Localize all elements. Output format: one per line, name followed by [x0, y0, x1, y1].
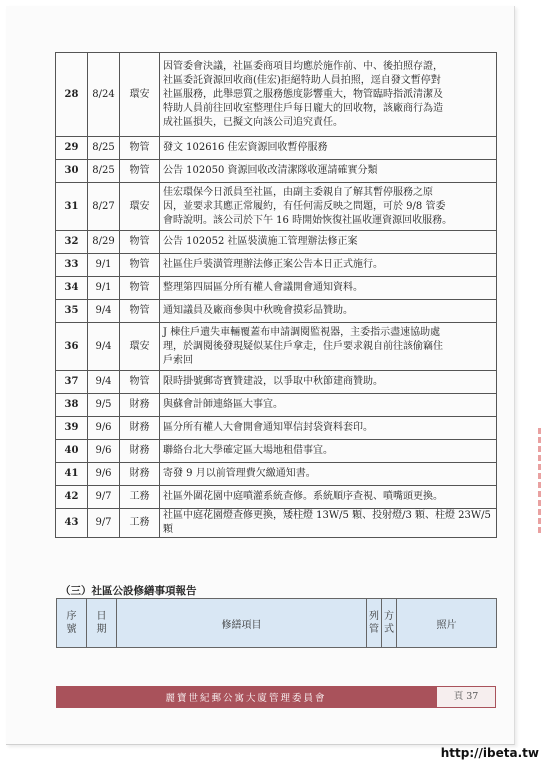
- description-line: 區分所有權人大會開會通知單信封袋資料套印。: [163, 422, 373, 433]
- row-number: 36: [56, 323, 88, 371]
- description-line: 理，於調閱後發現疑似某住戶拿走，住戶要求親自前往該偷竊住: [163, 340, 443, 352]
- row-description: [160, 323, 497, 371]
- table-row: [56, 463, 497, 486]
- row-unit: 財務: [120, 417, 160, 440]
- row-number: 37: [56, 371, 88, 394]
- row-number: 43: [56, 509, 88, 538]
- row-unit: 物管: [120, 160, 160, 183]
- row-date: 9/6: [88, 440, 120, 463]
- row-date: 9/1: [88, 277, 120, 300]
- row-date: 8/25: [88, 160, 120, 183]
- table-row: [56, 323, 497, 371]
- repair-report-table: [56, 598, 497, 648]
- repair-header-row: [57, 599, 497, 648]
- description-line: 社區外圍花園中庭噴灌系統查修。系統順序查視、噴嘴頭更換。: [163, 491, 443, 502]
- row-description: [160, 137, 497, 160]
- description-line: 聯絡台北大學確定區大場地租借事宜。: [163, 445, 333, 456]
- row-description: [160, 254, 497, 277]
- table-row: [56, 394, 497, 417]
- row-unit: 工務: [120, 509, 160, 538]
- table-row: [56, 486, 497, 509]
- row-description: [160, 509, 497, 538]
- table-row: [56, 277, 497, 300]
- description-line: 戶索回: [163, 354, 193, 366]
- header-seq: 序號: [57, 599, 87, 648]
- description-line: 社區中庭花園燈查修更換，矮柱燈 13W/5 顆、投射燈/3 顆、柱燈 23W/5 顆: [163, 510, 491, 535]
- table-row: [56, 300, 497, 323]
- row-date: 9/6: [88, 417, 120, 440]
- row-description: [160, 486, 497, 509]
- row-description: [160, 231, 497, 254]
- description-line: 公告 102052 社區裝潢施工管理辦法修正案: [163, 236, 358, 247]
- row-unit: 物管: [120, 231, 160, 254]
- table-row: [56, 254, 497, 277]
- row-number: 35: [56, 300, 88, 323]
- table-row: [56, 53, 497, 137]
- row-unit: 物管: [120, 300, 160, 323]
- row-date: 9/7: [88, 509, 120, 538]
- description-line: 因，並要求其應正常履約，有任何需反映之問題，可於 9/8 管委: [163, 200, 446, 212]
- row-number: 39: [56, 417, 88, 440]
- header-photo: 照片: [397, 599, 497, 648]
- row-date: 9/4: [88, 300, 120, 323]
- description-line: 限時掛號郵寄寶贊建設，以爭取中秋節建商贊助。: [163, 376, 383, 387]
- row-description: [160, 463, 497, 486]
- row-unit: 環安: [120, 53, 160, 137]
- description-line: 整理第四屆區分所有權人會議開會通知資料。: [163, 282, 363, 293]
- row-number: 30: [56, 160, 88, 183]
- row-number: 41: [56, 463, 88, 486]
- header-method: 方式: [382, 599, 397, 648]
- description-line: 公告 102050 資源回收改清潔隊收運請確實分類: [163, 165, 378, 176]
- row-date: 9/4: [88, 371, 120, 394]
- page-footer: [56, 686, 496, 708]
- row-number: 32: [56, 231, 88, 254]
- header-owner: 列管: [367, 599, 382, 648]
- repair-section-caption: （三）社區公設修繕事項報告: [60, 585, 197, 597]
- description-line: 社區委託資源回收商(佳宏)拒絕特助人員拍照，逕自發文暫停對: [163, 74, 441, 86]
- row-number: 42: [56, 486, 88, 509]
- row-date: 9/1: [88, 254, 120, 277]
- table-row: [56, 160, 497, 183]
- description-line: 因管委會決議，社區委商項目均應於施作前、中、後拍照存證，: [163, 60, 443, 72]
- table-row: [56, 417, 497, 440]
- row-date: 8/27: [88, 183, 120, 231]
- row-number: 31: [56, 183, 88, 231]
- row-unit: 物管: [120, 137, 160, 160]
- table-row: [56, 183, 497, 231]
- row-date: 9/7: [88, 486, 120, 509]
- footer-organization: 麗寶世紀郵公寓大廈管理委員會: [165, 693, 327, 704]
- description-line: 與蘇會計師連絡區大事宜。: [163, 399, 283, 410]
- row-unit: 財務: [120, 440, 160, 463]
- row-unit: 財務: [120, 394, 160, 417]
- row-date: 9/5: [88, 394, 120, 417]
- row-unit: 環安: [120, 323, 160, 371]
- header-item: 修繕項目: [117, 599, 367, 648]
- row-unit: 物管: [120, 254, 160, 277]
- row-date: 8/24: [88, 53, 120, 137]
- work-log-table: [55, 52, 497, 538]
- row-date: 8/29: [88, 231, 120, 254]
- binding-stamp-mark: [534, 425, 543, 645]
- description-line: 發文 102616 佳宏資源回收暫停服務: [163, 142, 328, 153]
- row-number: 40: [56, 440, 88, 463]
- row-number: 28: [56, 53, 88, 137]
- description-line: 成社區損失，已擬文向該公司追究責任。: [163, 116, 343, 128]
- description-line: 會時說明。該公司於下午 16 時開始恢復社區收運資源回收服務。: [163, 214, 453, 226]
- row-number: 33: [56, 254, 88, 277]
- row-date: 9/6: [88, 463, 120, 486]
- table-row: [56, 137, 497, 160]
- row-description: [160, 371, 497, 394]
- row-date: 8/25: [88, 137, 120, 160]
- description-line: 佳宏環保今日派員至社區，由副主委親自了解其暫停服務之原: [163, 186, 433, 198]
- row-unit: 環安: [120, 183, 160, 231]
- page-number: 頁 37: [436, 686, 496, 708]
- row-unit: 物管: [120, 371, 160, 394]
- row-unit: 財務: [120, 463, 160, 486]
- row-description: [160, 183, 497, 231]
- row-description: [160, 394, 497, 417]
- description-line: 社區住戶裝潢管理辦法修正案公告本日正式施行。: [163, 259, 383, 270]
- row-description: [160, 440, 497, 463]
- row-number: 38: [56, 394, 88, 417]
- row-description: [160, 277, 497, 300]
- row-description: [160, 300, 497, 323]
- row-description: [160, 53, 497, 137]
- description-line: 通知議員及廠商參與中秋晚會摸彩品贊助。: [163, 305, 353, 316]
- description-line: 寄發 9 月以前管理費欠繳通知書。: [163, 468, 316, 479]
- description-line: 社區服務，此舉惡質之服務態度影響重大，物管臨時指派清潔及: [163, 88, 443, 100]
- table-row: [56, 509, 497, 538]
- header-date: 日期: [87, 599, 117, 648]
- row-date: 9/4: [88, 323, 120, 371]
- row-description: [160, 160, 497, 183]
- description-line: 特助人員前往回收室整理住戶每日龐大的回收物，該廠商行為造: [163, 102, 443, 114]
- row-unit: 工務: [120, 486, 160, 509]
- site-watermark: http://ibeta.tw: [440, 746, 539, 760]
- table-row: [56, 231, 497, 254]
- row-unit: 物管: [120, 277, 160, 300]
- description-line: J 棟住戶遺失車輛覆蓋布申請調閱監視器，主委指示盡速協助處: [163, 326, 441, 338]
- table-row: [56, 440, 497, 463]
- row-number: 34: [56, 277, 88, 300]
- row-number: 29: [56, 137, 88, 160]
- row-description: [160, 417, 497, 440]
- table-row: [56, 371, 497, 394]
